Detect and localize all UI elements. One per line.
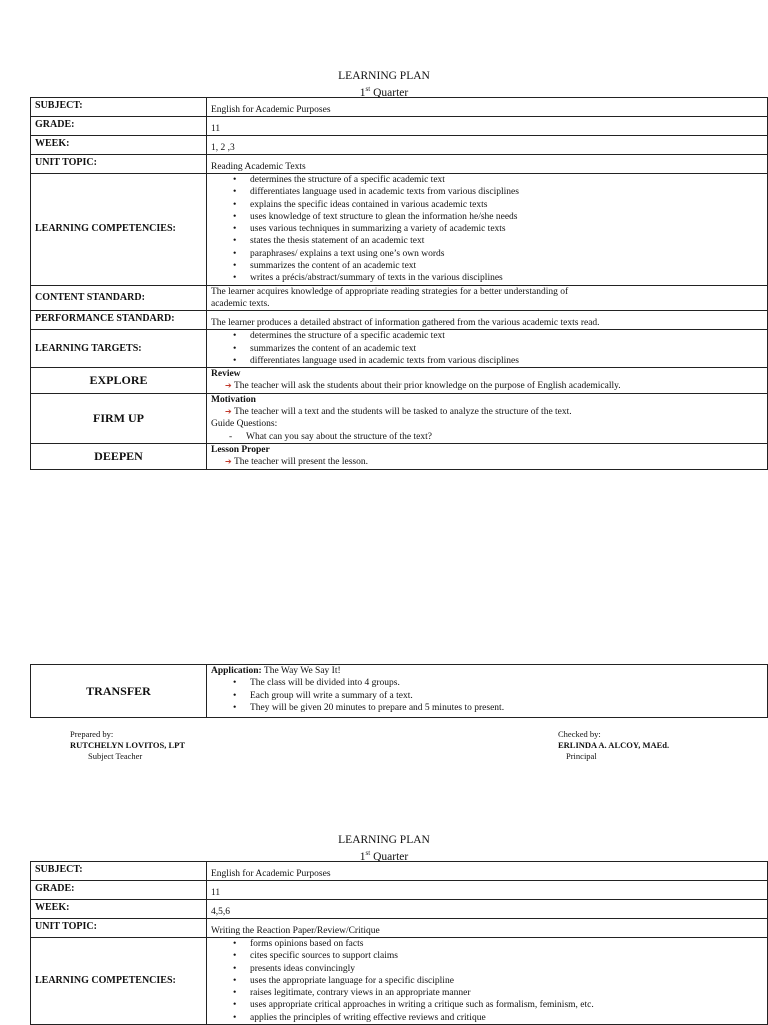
list-item: • determines the structure of a specific academic text: [211, 174, 763, 186]
arrow-bullet-icon: ➔: [225, 407, 232, 417]
row-week: [31, 900, 768, 919]
row-competencies: [31, 938, 768, 1025]
plan1-quarter: 1st Quarter: [359, 85, 409, 99]
list-item: • presents ideas convincingly: [211, 963, 763, 975]
row-grade: [31, 117, 768, 136]
transfer-head-bold: Application:: [211, 666, 262, 676]
list-item: • summarizes the content of an academic text: [211, 260, 763, 272]
list-item: • paraphrases/ explains a text using one’s own words: [211, 248, 763, 260]
firmup-question-text: What can you say about the structure of the text?: [246, 431, 432, 442]
explore-text: The teacher will ask the students about their prior knowledge on the purpose of English academically.: [234, 381, 621, 392]
list-item: • explains the specific ideas contained in various academic texts: [211, 199, 763, 211]
deepen-item: [211, 456, 763, 468]
list-item: • forms opinions based on facts: [211, 938, 763, 950]
row-content-standard: [31, 285, 768, 311]
row-subject: [31, 98, 768, 117]
row-deepen: [31, 443, 768, 469]
list-item: • uses various techniques in summarizing a variety of academic texts: [211, 223, 763, 235]
deepen-cell: [207, 443, 768, 469]
week-value: 4,5,6: [207, 900, 768, 919]
list-item: • differentiates language used in academic texts from various disciplines: [211, 186, 763, 198]
deepen-label: DEEPEN: [31, 443, 207, 469]
row-explore: [31, 368, 768, 394]
prepared-name: RUTCHELYN LOVITOS, LPT: [70, 740, 186, 750]
list-item: • uses appropriate critical approaches in writing a critique such as formalism, feminism, etc.: [211, 999, 763, 1011]
row-targets: [31, 330, 768, 368]
week-value: 1, 2 ,3: [207, 136, 768, 155]
competencies-list: [211, 938, 763, 1024]
firmup-text: The teacher will a text and the students will be tasked to analyze the structure of the text.: [234, 407, 572, 418]
subject-value: English for Academic Purposes: [207, 98, 768, 117]
subject-label: SUBJECT:: [31, 862, 207, 881]
deepen-text: The teacher will present the lesson.: [234, 457, 369, 468]
dash-bullet: -: [229, 431, 233, 442]
transfer-cell: [207, 665, 768, 718]
list-item: • differentiates language used in academic texts from various disciplines: [211, 355, 763, 367]
checked-name: ERLINDA A. ALCOY, MAEd.: [558, 740, 670, 750]
firmup-guide: Guide Questions:: [211, 419, 278, 430]
targets-label: LEARNING TARGETS:: [31, 330, 207, 368]
list-item: • raises legitimate, contrary views in an appropriate manner: [211, 987, 763, 999]
prepared-caption: Prepared by:: [70, 729, 114, 739]
content-standard-line2: academic texts.: [211, 298, 270, 309]
plan2-title: LEARNING PLAN: [338, 834, 430, 846]
list-item: • states the thesis statement of an academic text: [211, 235, 763, 247]
transfer-head-rest: The Way We Say It!: [261, 666, 341, 676]
performance-standard-value: The learner produces a detailed abstract of information gathered from the various academic texts read.: [207, 311, 768, 330]
week-label: WEEK:: [31, 136, 207, 155]
transfer-label: TRANSFER: [31, 665, 207, 718]
grade-label: GRADE:: [31, 117, 207, 136]
deepen-head: Lesson Proper: [211, 444, 270, 455]
plan2-table: [30, 861, 768, 1025]
subject-value: English for Academic Purposes: [207, 862, 768, 881]
grade-value: 11: [207, 117, 768, 136]
subject-label: SUBJECT:: [31, 98, 207, 117]
list-item: • uses knowledge of text structure to glean the information he/she needs: [211, 211, 763, 223]
list-item: • The class will be divided into 4 groups.: [211, 677, 763, 689]
list-item: • They will be given 20 minutes to prepare and 5 minutes to present.: [211, 702, 763, 714]
list-item: • writes a précis/abstract/summary of texts in the various disciplines: [211, 272, 763, 284]
prepared-by-block: [70, 729, 185, 762]
row-performance-standard: [31, 311, 768, 330]
firmup-head: Motivation: [211, 394, 256, 405]
arrow-bullet-icon: ➔: [225, 457, 232, 467]
competencies-label: LEARNING COMPETENCIES:: [31, 938, 207, 1025]
transfer-table: [30, 664, 768, 718]
list-item: • determines the structure of a specific academic text: [211, 330, 763, 342]
unit-topic-value: Reading Academic Texts: [207, 155, 768, 174]
list-item: • summarizes the content of an academic text: [211, 343, 763, 355]
unit-topic-label: UNIT TOPIC:: [31, 919, 207, 938]
plan2-quarter: 1st Quarter: [359, 849, 409, 863]
row-competencies: [31, 174, 768, 286]
competencies-label: LEARNING COMPETENCIES:: [31, 174, 207, 286]
row-grade: [31, 881, 768, 900]
checked-by-block: [558, 729, 669, 762]
firmup-cell: [207, 393, 768, 443]
unit-topic-label: UNIT TOPIC:: [31, 155, 207, 174]
week-label: WEEK:: [31, 900, 207, 919]
explore-label: EXPLORE: [31, 368, 207, 394]
arrow-bullet-icon: ➔: [225, 381, 232, 391]
row-firmup: [31, 393, 768, 443]
targets-list-cell: [207, 330, 768, 368]
list-item: • Each group will write a summary of a text.: [211, 690, 763, 702]
prepared-role: Subject Teacher: [88, 751, 143, 761]
transfer-head: [211, 665, 763, 677]
checked-caption: Checked by:: [558, 729, 601, 739]
firmup-item: [211, 406, 763, 418]
content-standard-label: CONTENT STANDARD:: [31, 285, 207, 311]
row-subject: [31, 862, 768, 881]
explore-head: Review: [211, 369, 241, 380]
transfer-list: [211, 677, 763, 714]
row-unit-topic: [31, 919, 768, 938]
list-item: • uses the appropriate language for a specific discipline: [211, 975, 763, 987]
grade-value: 11: [207, 881, 768, 900]
row-week: [31, 136, 768, 155]
row-transfer: [31, 665, 768, 718]
competencies-list: [211, 174, 763, 285]
firmup-label: FIRM UP: [31, 393, 207, 443]
explore-cell: [207, 368, 768, 394]
competencies-list-cell: [207, 174, 768, 286]
list-item: • applies the principles of writing effective reviews and critique: [211, 1012, 763, 1024]
list-item: • cites specific sources to support claims: [211, 950, 763, 962]
checked-role: Principal: [566, 751, 597, 761]
firmup-question: [211, 431, 763, 443]
content-standard-line1: The learner acquires knowledge of appropriate reading strategies for a better understanding of: [211, 286, 569, 297]
plan1-title: LEARNING PLAN: [338, 70, 430, 82]
competencies-list-cell: [207, 938, 768, 1025]
plan1-table: [30, 97, 768, 470]
unit-topic-value: Writing the Reaction Paper/Review/Critique: [207, 919, 768, 938]
performance-standard-label: PERFORMANCE STANDARD:: [31, 311, 207, 330]
grade-label: GRADE:: [31, 881, 207, 900]
content-standard-value: [207, 285, 768, 311]
row-unit-topic: [31, 155, 768, 174]
explore-item: [211, 380, 763, 392]
targets-list: [211, 330, 763, 367]
